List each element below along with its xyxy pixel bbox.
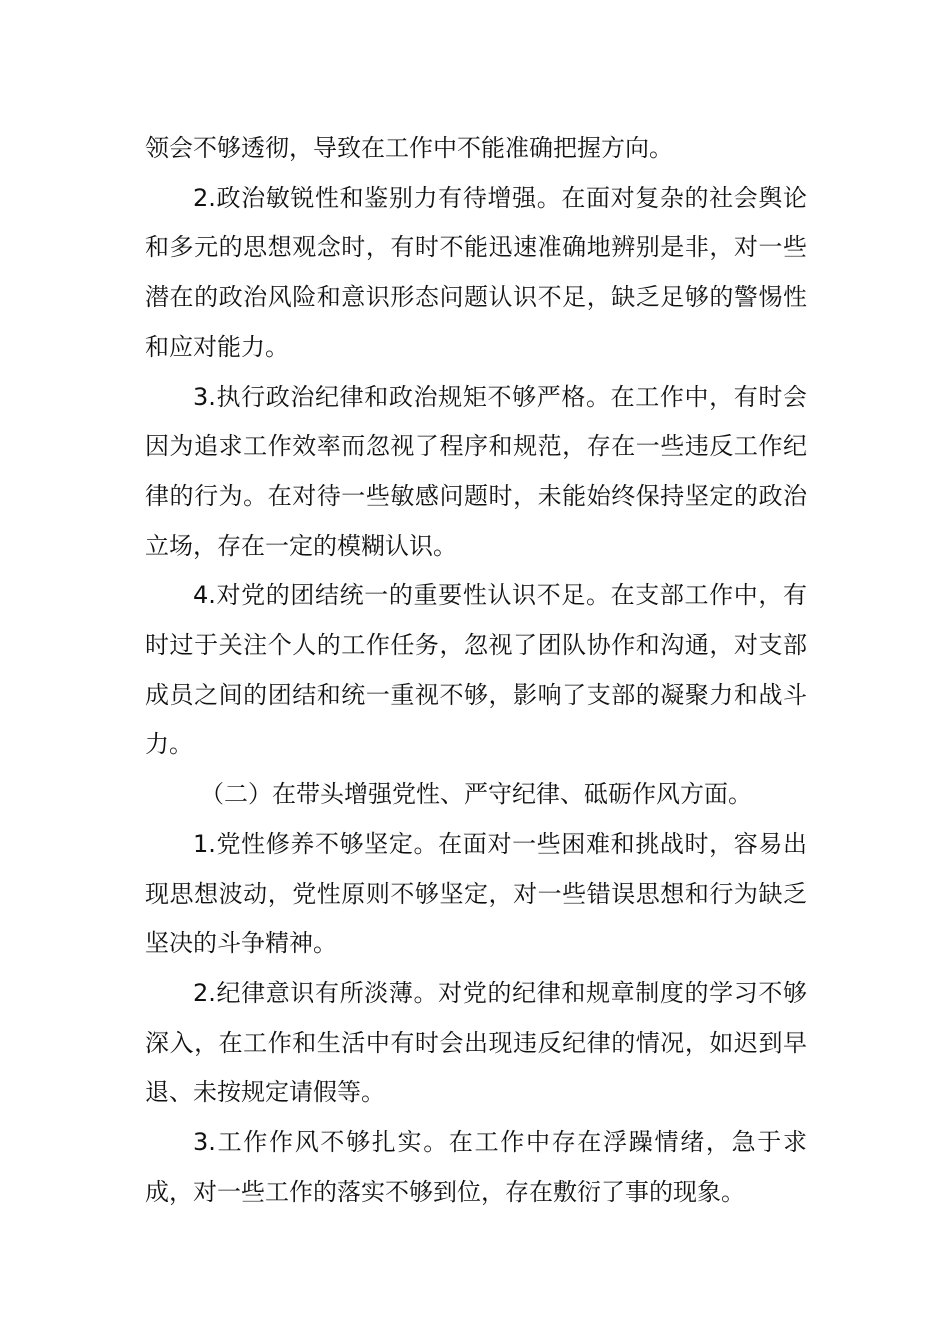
document-body [145,124,807,1217]
paragraph-item-political-discipline: 3.执行政治纪律和政治规矩不够严格。在工作中，有时会因为追求工作效率而忽视了程序和规范，存在一些违反工作纪律的行为。在对待一些敏感问题时，未能始终保持坚定的政治立场，存在一定的模糊认识。 [145,382,807,560]
paragraph-item-party-unity: 4.对党的团结统一的重要性认识不足。在支部工作中，有时过于关注个人的工作任务，忽视了团队协作和沟通，对支部成员之间的团结和统一重视不够，影响了支部的凝聚力和战斗力。 [145,581,807,759]
paragraph-item-discipline-awareness: 2.纪律意识有所淡薄。对党的纪律和规章制度的学习不够深入，在工作和生活中有时会出现违反纪律的情况，如迟到早退、未按规定请假等。 [145,978,807,1107]
paragraph-item-work-style: 3.工作作风不够扎实。在工作中存在浮躁情绪，急于求成，对一些工作的落实不够到位，存在敷衍了事的现象。 [145,1128,807,1206]
paragraph-continuation: 领会不够透彻，导致在工作中不能准确把握方向。 [145,134,673,162]
paragraph-item-party-spirit: 1.党性修养不够坚定。在面对一些困难和挑战时，容易出现思想波动，党性原则不够坚定，对一些错误思想和行为缺乏坚决的斗争精神。 [145,829,807,958]
paragraph-item-political-sensitivity: 2.政治敏锐性和鉴别力有待增强。在面对复杂的社会舆论和多元的思想观念时，有时不能迅速准确地辨别是非，对一些潜在的政治风险和意识形态问题认识不足，缺乏足够的警惕性和应对能力。 [145,183,807,361]
section-heading: （二）在带头增强党性、严守纪律、砥砺作风方面。 [200,780,752,809]
